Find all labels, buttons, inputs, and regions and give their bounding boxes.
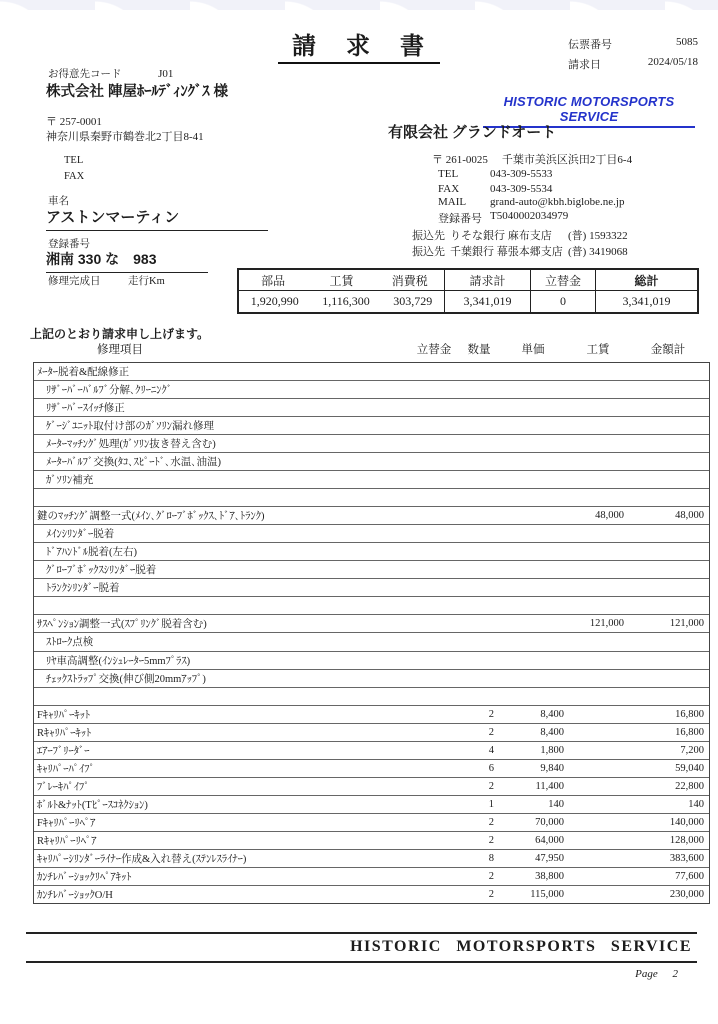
summary-col-group: [239, 270, 444, 312]
cell-amount: 77,600: [675, 870, 704, 882]
summary-col-total: [595, 270, 697, 312]
table-row: [34, 525, 709, 543]
cell-unit: 64,000: [535, 834, 564, 846]
cell-unit: 70,000: [535, 816, 564, 828]
bank2-account: (普) 3419068: [568, 246, 628, 258]
cell-qty: 4: [488, 744, 494, 756]
cell-desc: ｷｬﾘﾊﾟｰｼﾘﾝﾀﾞｰﾗｲﾅｰ作成&入れ替え(ｽﾃﾝﾚｽﾗｲﾅｰ): [37, 853, 247, 865]
cell-unit: 47,950: [535, 852, 564, 864]
registration-label: 登録番号: [48, 239, 90, 250]
cell-desc: ｷｬﾘﾊﾟｰﾊﾟｲﾌﾟ: [37, 763, 95, 775]
cell-amount: 128,000: [669, 834, 704, 846]
table-row: [34, 832, 709, 850]
table-row: [34, 814, 709, 832]
slip-meta: [568, 36, 698, 76]
cell-desc: ｽﾄﾛｰｸ点検: [46, 637, 94, 649]
cell-unit: 38,800: [535, 870, 564, 882]
vehicle-name: アストンマーティン: [46, 206, 268, 231]
mileage-label: 走行Km: [128, 276, 165, 287]
page-title: 請 求 書: [278, 34, 440, 64]
cell-unit: 8,400: [540, 708, 564, 720]
items-header-unit-price: 単価: [521, 344, 545, 356]
cell-desc: Rｷｬﾘﾊﾟｰﾘﾍﾟｱ: [37, 835, 97, 847]
cell-desc: ﾘﾔ車高調整(ｲﾝｼｭﾚｰﾀｰ5mmﾌﾟﾗｽ): [46, 655, 191, 667]
vendor-mail-label: MAIL: [438, 196, 467, 208]
cell-desc: 鍵のﾏｯﾁﾝｸﾞ調整一式(ﾒｲﾝ､ｸﾞﾛｰﾌﾞﾎﾞｯｸｽ､ﾄﾞｱ､ﾄﾗﾝｸ): [37, 511, 265, 523]
cell-desc: ｸﾞﾛｰﾌﾞﾎﾞｯｸｽｼﾘﾝﾀﾞｰ脱着: [46, 565, 157, 577]
vendor-mail-value: grand-auto@kbh.biglobe.ne.jp: [490, 196, 625, 208]
vendor-tel-row: [438, 168, 552, 180]
cell-qty: 2: [488, 834, 494, 846]
table-row: [34, 453, 709, 471]
cell-amount: 140: [688, 798, 704, 810]
cell-desc: Fｷｬﾘﾊﾟｰﾘﾍﾟｱ: [37, 817, 96, 829]
bank-transfer-row-1: [412, 227, 628, 243]
summary-table: [237, 268, 699, 314]
cell-amount: 121,000: [669, 618, 704, 630]
bank1-label: 振込先: [412, 230, 445, 242]
table-row: [34, 670, 709, 688]
customer-address: 神奈川県秦野市鶴巻北2丁目8-41: [46, 131, 204, 143]
summary-header-billed: 請求計: [445, 270, 530, 291]
vendor-tel-value: 043-309-5533: [490, 168, 553, 180]
cell-qty: 2: [488, 870, 494, 882]
page-label: Page: [635, 968, 658, 980]
table-row: [34, 633, 709, 651]
table-row: [34, 760, 709, 778]
vendor-brand-logo: HISTORIC MOTORSPORTS SERVICE: [483, 94, 695, 128]
completion-date-label: 修理完成日: [48, 276, 101, 287]
cell-amount: 48,000: [675, 510, 704, 522]
vendor-zip: 〒 261-0025: [432, 154, 488, 166]
bank1-account: (普) 1593322: [568, 230, 628, 242]
table-row: [34, 850, 709, 868]
slip-number-row: [568, 36, 698, 52]
bank2-label: 振込先: [412, 246, 445, 258]
bank1-name: りそな銀行 麻布支店: [450, 230, 552, 242]
vehicle-label: 車名: [48, 196, 69, 207]
summary-value-labor: 1,116,300: [322, 294, 370, 308]
slip-number-value: 5085: [676, 36, 698, 48]
summary-group-headers: [239, 270, 444, 291]
page-indicator: [635, 968, 678, 980]
table-row: [34, 778, 709, 796]
summary-value-billed: 3,341,019: [463, 294, 512, 308]
page-number: 2: [672, 968, 678, 980]
cell-amount: 22,800: [675, 780, 704, 792]
summary-header-tax: 消費税: [391, 273, 428, 288]
summary-header-advance: 立替金: [531, 270, 595, 291]
table-row: [34, 543, 709, 561]
table-row: [34, 471, 709, 489]
summary-value-total: 3,341,019: [622, 294, 671, 308]
summary-header-parts: 部品: [261, 273, 286, 288]
cell-amount: 140,000: [669, 816, 704, 828]
cell-qty: 2: [488, 888, 494, 900]
cell-qty: 2: [488, 708, 494, 720]
cell-desc: Fｷｬﾘﾊﾟｰｷｯﾄ: [37, 709, 91, 721]
cell-desc: ｶﾝﾁﾚﾊﾞｰｼｮｯｸﾘﾍﾟｱｷｯﾄ: [37, 871, 132, 883]
summary-group-values: [239, 291, 444, 312]
cell-unit: 8,400: [540, 726, 564, 738]
vendor-regno-label: 登録番号: [438, 213, 482, 225]
customer-code-label: お得意先コード: [48, 69, 122, 80]
customer-tel-label: TEL: [64, 155, 84, 166]
cell-qty: 8: [488, 852, 494, 864]
table-row: [34, 724, 709, 742]
vendor-tel-label: TEL: [438, 168, 459, 180]
vendor-fax-label: FAX: [438, 183, 460, 195]
cell-desc: ﾎﾞﾙﾄ&ﾅｯﾄ(Tﾋﾟｰｽｺﾈｸｼｮﾝ): [37, 799, 148, 811]
cell-qty: 2: [488, 726, 494, 738]
items-header-amount: 金額計: [650, 344, 686, 356]
items-table-body: [33, 362, 710, 904]
customer-name: 株式会社 陣屋ﾎｰﾙﾃﾞｨﾝｸﾞｽ 様: [46, 84, 229, 100]
cell-amount: 16,800: [675, 726, 704, 738]
summary-value-parts: 1,920,990: [250, 294, 299, 308]
cell-amount: 7,200: [680, 744, 704, 756]
vendor-name: 有限会社 グランドオート: [388, 125, 557, 141]
vendor-address: 千葉市美浜区浜田2丁目6-4: [501, 154, 633, 166]
vendor-mail-row: [438, 196, 624, 208]
table-row: [34, 417, 709, 435]
cell-unit: 115,000: [530, 888, 564, 900]
table-row: [34, 868, 709, 886]
footer-rule-top: [26, 932, 697, 934]
cell-desc: ﾄﾞｱﾊﾝﾄﾞﾙ脱着(左右): [46, 547, 137, 559]
cell-desc: ﾌﾞﾚｰｷﾊﾟｲﾌﾟ: [37, 781, 90, 793]
cell-desc: ｴｱｰﾌﾞﾘｰﾀﾞｰ: [37, 745, 90, 757]
items-header-labor: 工賃: [586, 344, 610, 356]
cell-amount: 59,040: [675, 762, 704, 774]
cell-labor: 48,000: [595, 510, 624, 522]
bank-transfer-row-2: [412, 243, 628, 259]
table-row: [34, 652, 709, 670]
cell-desc: ﾒｰﾀｰ脱着&配線修正: [37, 367, 130, 379]
customer-code-value: J01: [158, 68, 174, 80]
cell-desc: ﾘｻﾞｰﾊﾞｰﾊﾞﾙﾌﾞ分解､ｸﾘｰﾆﾝｸﾞ: [46, 385, 172, 397]
vendor-regno-value: T5040002034979: [490, 210, 569, 222]
cell-desc: ｹﾞｰｼﾞﾕﾆｯﾄ取付け部のｶﾞｿﾘﾝ漏れ修理: [46, 421, 214, 433]
footer-brand: HISTORIC MOTORSPORTS SERVICE: [350, 938, 692, 955]
table-row: [34, 363, 709, 381]
items-table-header: [33, 341, 710, 357]
vendor-fax-value: 043-309-5534: [490, 183, 553, 195]
table-row: [34, 579, 709, 597]
cell-desc: ﾒｰﾀｰﾏｯﾁﾝｸﾞ処理(ｶﾞｿﾘﾝ抜き替え含む): [46, 439, 216, 451]
table-row: [34, 489, 709, 507]
customer-fax-label: FAX: [64, 171, 85, 182]
table-row: [34, 435, 709, 453]
table-row: [34, 688, 709, 706]
items-header-description: 修理項目: [97, 344, 143, 356]
cell-amount: 16,800: [675, 708, 704, 720]
cell-desc: ﾒｰﾀｰﾊﾞﾙﾌﾞ交換(ﾀｺ､ｽﾋﾟｰﾄﾞ､水温､油温): [46, 457, 221, 469]
items-header-qty: 数量: [467, 344, 491, 356]
cell-desc: ﾒｲﾝｼﾘﾝﾀﾞｰ脱着: [46, 529, 115, 541]
cell-desc: ﾘｻﾞｰﾊﾞｰｽｲｯﾁ修正: [46, 403, 125, 415]
invoice-date-value: 2024/05/18: [647, 56, 698, 68]
cell-desc: ｻｽﾍﾟﾝｼｮﾝ調整一式(ｽﾌﾟﾘﾝｸﾞ脱着含む): [37, 619, 207, 631]
table-row: [34, 886, 709, 903]
table-row: [34, 381, 709, 399]
customer-code-row: [48, 66, 173, 81]
cell-amount: 230,000: [669, 888, 704, 900]
cell-unit: 11,400: [535, 780, 564, 792]
footer-rule-bottom: [26, 961, 697, 963]
summary-header-total: 総計: [596, 270, 697, 291]
table-row: [34, 597, 709, 615]
cell-qty: 2: [488, 816, 494, 828]
vendor-regno-row: [438, 210, 568, 226]
vendor-fax-row: [438, 183, 552, 195]
cell-unit: 140: [548, 798, 564, 810]
scalloped-top-edge: [0, 0, 718, 10]
bank2-name: 千葉銀行 幕張本郷支店: [450, 246, 563, 258]
notice-text: 上記のとおり請求申し上げます。: [30, 327, 210, 341]
cell-desc: ｶﾝﾁﾚﾊﾞｰｼｮｯｸO/H: [37, 889, 113, 901]
table-row: [34, 399, 709, 417]
cell-desc: ｶﾞｿﾘﾝ補充: [46, 475, 94, 487]
cell-amount: 383,600: [669, 852, 704, 864]
vendor-zip-row: [432, 151, 632, 167]
registration-number: 湘南 330 な 983: [46, 249, 208, 273]
table-row: [34, 706, 709, 724]
cell-qty: 6: [488, 762, 494, 774]
invoice-date-label: 請求日: [568, 59, 601, 71]
summary-col-advance: [530, 270, 595, 312]
table-row: [34, 561, 709, 579]
cell-unit: 9,840: [540, 762, 564, 774]
summary-col-billed: [444, 270, 530, 312]
table-row: [34, 507, 709, 525]
cell-qty: 1: [488, 798, 494, 810]
cell-desc: ﾄﾗﾝｸｼﾘﾝﾀﾞｰ脱着: [46, 583, 120, 595]
summary-value-tax: 303,729: [393, 294, 433, 308]
slip-number-label: 伝票番号: [568, 39, 612, 51]
table-row: [34, 615, 709, 633]
summary-value-advance: 0: [560, 294, 566, 308]
cell-desc: Rｷｬﾘﾊﾟｰｷｯﾄ: [37, 727, 92, 739]
cell-unit: 1,800: [540, 744, 564, 756]
summary-header-labor: 工賃: [329, 273, 354, 288]
items-header-advance: 立替金: [416, 344, 452, 356]
table-row: [34, 796, 709, 814]
cell-labor: 121,000: [589, 618, 624, 630]
customer-zip: 〒 257-0001: [46, 116, 102, 128]
cell-desc: ﾁｪｯｸｽﾄﾗｯﾌﾟ交換(伸び側20mmｱｯﾌﾟ): [46, 673, 206, 685]
invoice-date-row: [568, 56, 698, 72]
cell-qty: 2: [488, 780, 494, 792]
table-row: [34, 742, 709, 760]
